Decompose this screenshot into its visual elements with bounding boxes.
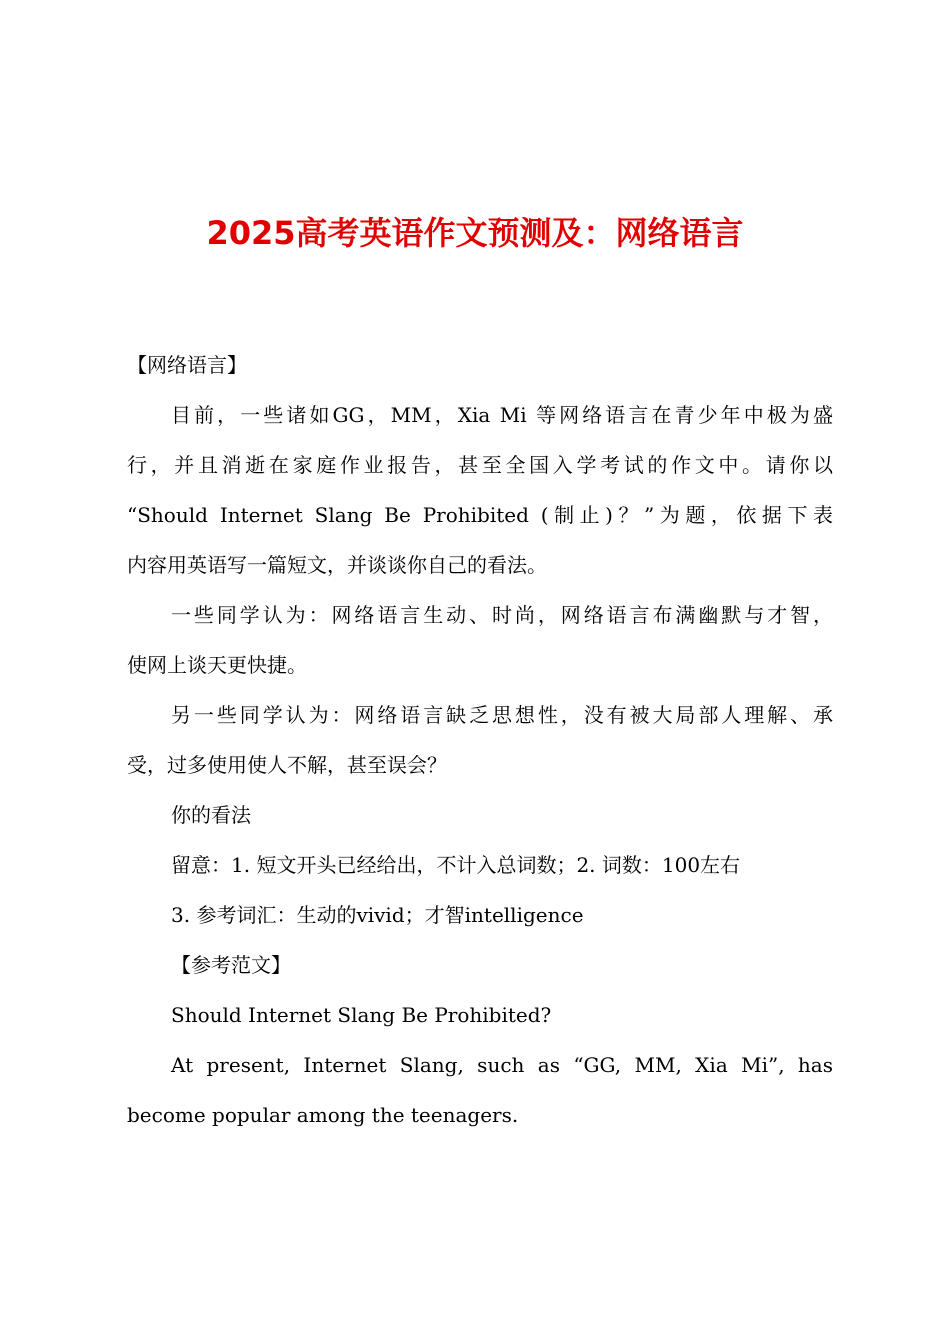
notes-line-1: 留意：1. 短文开头已经给出，不计入总词数；2. 词数：100左右 (171, 853, 741, 877)
essay-title: Should Internet Slang Be Prohibited? (171, 1003, 552, 1027)
prompt-line-4: 内容用英语写一篇短文，并谈谈你自己的看法。 (127, 553, 547, 577)
opinion-a-line-2: 使网上谈天更快捷。 (127, 653, 307, 677)
section-heading-internet-language: 【网络语言】 (127, 353, 247, 377)
document-title: 2025高考英语作文预测及：网络语言 (206, 214, 744, 252)
opinion-b-line-1: 另一些同学认为：网络语言缺乏思想性，没有被大局部人理解、承 (171, 703, 833, 727)
document-body (127, 340, 833, 1140)
essay-line-1: At present, Internet Slang, such as “GG, MM, Xia Mi”, has (171, 1053, 833, 1077)
prompt-line-1: 目前，一些诸如GG，MM，Xia Mi 等网络语言在青少年中极为盛 (171, 403, 833, 427)
section-heading-sample-essay: 【参考范文】 (171, 953, 291, 977)
prompt-line-2: 行，并且消逝在家庭作业报告，甚至全国入学考试的作文中。请你以 (127, 453, 833, 477)
your-opinion-label: 你的看法 (171, 803, 251, 827)
notes-line-2: 3. 参考词汇：生动的vivid；才智intelligence (171, 903, 584, 927)
prompt-line-3: “Should Internet Slang Be Prohibited (制止)？”为题，依据下表 (127, 503, 833, 527)
essay-line-2: become popular among the teenagers. (127, 1103, 519, 1127)
opinion-a-line-1: 一些同学认为：网络语言生动、时尚，网络语言布满幽默与才智， (171, 603, 833, 627)
opinion-b-line-2: 受，过多使用使人不解，甚至误会？ (127, 753, 447, 777)
